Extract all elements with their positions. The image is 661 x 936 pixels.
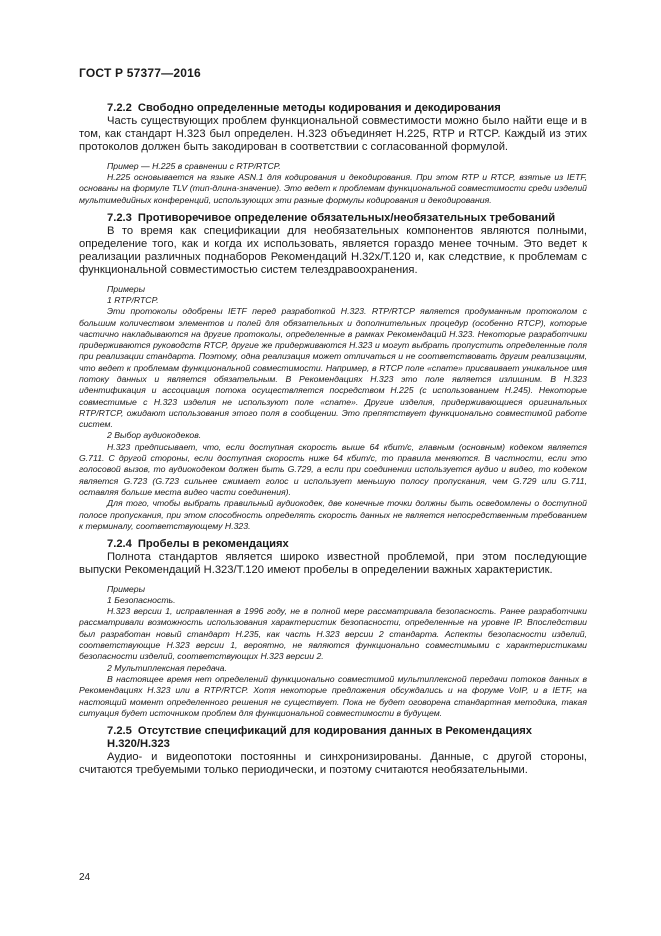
note-label: 2 Выбор аудиокодеков.	[107, 430, 202, 441]
section-title: Отсутствие спецификаций для кодирования данных в Рекомендациях H.320/H.323	[107, 725, 532, 751]
note-paragraph: Для того, чтобы выбрать правильный аудиокодек, две конечные точки должны быть осведомлены о доступной полосе пропускания, при этом способность определять скорость данных не является непосредственным требованием к терминалу, соответствующему H.323.	[79, 498, 587, 531]
note-paragraph: H.323 версии 1, исправленная в 1996 году, не в полной мере рассматривала безопасность. Ранее разработчики рассматривали возможность использования характеристик безопасности, определенные на уровне IP. Впоследствии был разработан новый стандарт H.235, как часть H.323 версии 2 стандарта. Аспекты безопасности изделий, соответствующие H.323 версии 1, вероятно, не являются функционально совместимыми с характеристиками безопасности изделий, соответствующих H.323 версии 2.	[79, 606, 587, 662]
section-number: 7.2.2	[107, 102, 132, 114]
note-paragraph: В настоящее время нет определений функционально совместимой мультиплексной передачи потоков данных в Рекомендациях H.323 или в RTP/RTCP. Хотя некоторые предложения обсуждались и на форуме VoIP, и в IETF, на настоящий момент определенного решения не существует. Пока не будет оговорена стандартная методика, такая ситуация будет источником проблем для функциональной совместимости в будущем.	[79, 673, 587, 718]
section-paragraph: В то время как спецификации для необязательных компонентов являются полными, определение того, как и когда их использовать, является гораздо менее точным. Это ведет к реализации различных поднаборов Рекомендаций H.32x/T.120 и, как следствие, к проблемам с функциональной совместимостью систем телездравоохранения.	[79, 224, 587, 277]
note-label: Примеры	[107, 583, 145, 594]
section-number: 7.2.3	[107, 211, 132, 224]
example-note	[79, 284, 587, 533]
section-heading	[79, 725, 587, 751]
note-label: Примеры	[107, 283, 145, 294]
document-body	[79, 96, 587, 778]
page-number: 24	[79, 872, 91, 883]
section-paragraph: Часть существующих проблем функциональной совместимости можно было найти еще и в том, как стандарт H.323 был определен. H.323 объединяет H.225, RTP и RTCP. Каждый из этих протоколов должен быть закодирован в соответствии с согласованной формулой.	[79, 115, 587, 154]
note-label: Пример — H.225 в сравнении с RTP/RTCP.	[107, 160, 281, 171]
section-title: Пробелы в рекомендациях	[137, 538, 289, 551]
section-number: 7.2.5	[107, 725, 132, 738]
document-header: ГОСТ Р 57377—2016	[79, 66, 201, 80]
section-paragraph: Аудио- и видеопотоки постоянны и синхронизированы. Данные, с другой стороны, считаются требуемыми только периодически, и поэтому считаются необязательными.	[79, 751, 587, 777]
note-label: 2 Мультиплексная передача.	[107, 662, 227, 673]
section-number: 7.2.4	[107, 538, 132, 551]
note-label: 1 Безопасность.	[107, 594, 176, 605]
note-label: 1 RTP/RTCP.	[107, 294, 159, 305]
note-paragraph: Эти протоколы одобрены IETF перед разработкой H.323. RTP/RTCP является продуманным протоколом с большим количеством элементов и полей для обязательных и дополнительных процедур (особенно RTCP), которые частично накладываются на другие протоколы, определенные в рамках Рекомендаций H.323. Некоторые разработчики придерживаются руководств RTCP, другие же придерживаются H.323 и могут выбрать пропустить определенные поля при реализации стандарта. Поэтому, одна реализация может отличаться и не соответствовать другим реализациям, что ведет к проблемам функциональной совместимости. Например, в RTCP поле «cnате» присваивает уникальное имя потоку данных и является обязательным. В Рекомендациях H.323 это поле является излишним. В H.323 идентификация и ассоциация потока осуществляется посредством H.225 (с использованием H.245). Некоторые совместимые с H.323 изделия не используют поле «cnате». Другие изделия, придерживающиеся оригинальных RTP/RTCP, ожидают использования этого поля в сообщении. Это препятствует функционально совместимой работе систем.	[79, 306, 587, 430]
note-paragraph: H.323 предписывает, что, если доступная скорость выше 64 кбит/с, главным (основным) кодеком является G.711. С другой стороны, если доступная скорость ниже 64 кбит/с, то правила меняются. В частности, если это голосовой вызов, то аудиокодеком должен быть G.729, а если при соединении используется аудио и видео, то кодеком является G.723 (G.723 сильнее сжимает голос и использует меньшую полосу пропускания, чем G.729 или G.711, оставляя больше места видео части соединения).	[79, 441, 587, 497]
section-heading	[79, 102, 587, 115]
section-title: Свободно определенные методы кодирования и декодирования	[137, 102, 501, 114]
section-title: Противоречивое определение обязательных/необязательных требований	[137, 211, 556, 224]
note-paragraph: H.225 основывается на языке ASN.1 для кодирования и декодирования. При этом RTP и RTCP, взятые из IETF, основаны на формуле TLV (тип-длина-значение). Это ведет к проблемам функциональной совместимости среди изделий мультимедийных конференций, использующих эти разные формулы кодирования и декодирования.	[79, 171, 587, 205]
section-heading	[79, 212, 587, 225]
example-note	[79, 161, 587, 206]
section-heading	[79, 538, 587, 551]
example-note	[79, 584, 587, 720]
section-paragraph: Полнота стандартов является широко известной проблемой, при этом последующие выпуски Рекомендаций H.323/T.120 имеют пробелы в определении важных характеристик.	[79, 551, 587, 577]
